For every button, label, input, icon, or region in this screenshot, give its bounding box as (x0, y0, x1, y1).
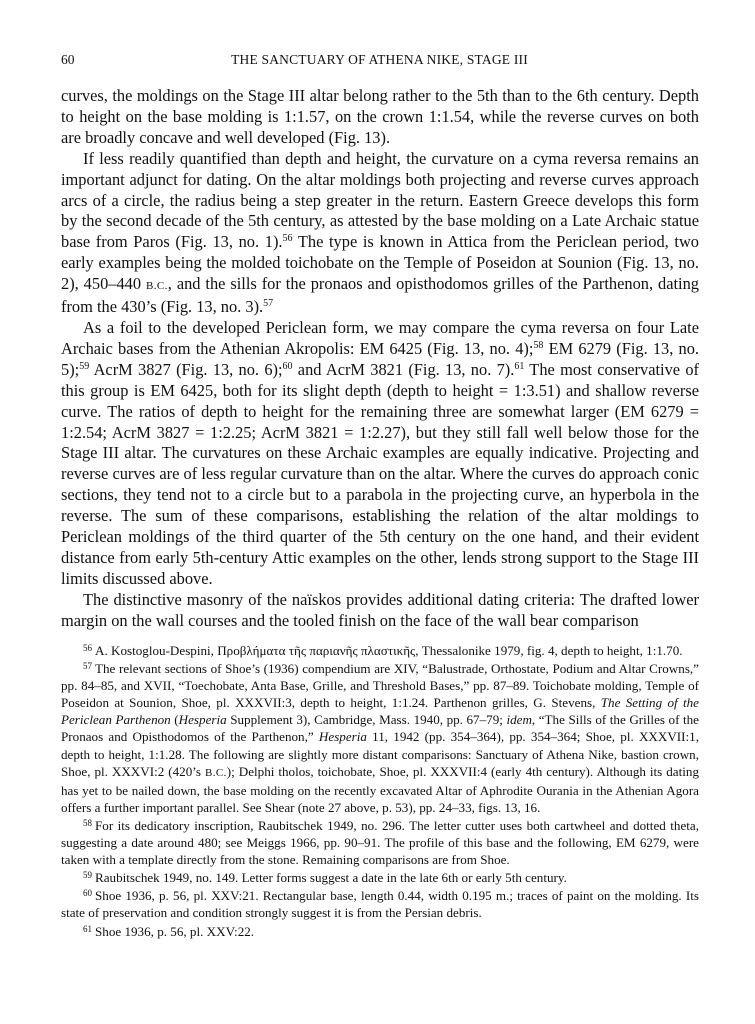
paragraph (61, 149, 699, 318)
footnote-56 (61, 642, 699, 659)
footnote-ref-59[interactable]: 59 (79, 360, 90, 372)
paragraph-text: curves, the moldings on the Stage III altar belong rather to the 5th than to the 6th century. Depth to height on the base molding is 1:1.57, on the crown 1:1.54, while the reverse curves on both are broadly concave and well developed (Fig. 13). (61, 86, 699, 147)
footnote-number: 60 (83, 888, 92, 899)
journal-title: Hesperia (318, 729, 367, 745)
paragraph-text: The most conservative of this group is EM 6425, both for its slight depth (depth to height = 1:3.51) and shallow reverse curve. The ratios of depth to height for the remaining three are somewhat larger (EM 6279 = 1:2.54; AcrM 3827 = 1:2.25; AcrM 3821 = 1:2.27), but they still fall well below those for the Stage III altar. The curvatures on these Archaic examples are equally indicative. Projecting and reverse curves are of less regular curvature than on the altar. Where the curves do approach conic sections, they tend not to a circle but to a parabola in the projecting curve, an hyperbola in the reverse. The sum of these comparisons, establishing the relation of the altar moldings to Periclean moldings of the third quarter of the 5th century on the one hand, and their evident distance from early 5th-century Attic examples on the other, lends strong support to the Stage III limits discussed above. (61, 359, 699, 588)
idem: idem (506, 712, 532, 728)
era-abbrev: B.C. (204, 766, 227, 779)
footnote-ref-58[interactable]: 58 (533, 339, 544, 351)
footnote-text: ); Delphi tholos, toichobate, Shoe, pl. XXXVII:4 (early 4th century). Although its dating has yet to be nailed down, the base molding on the recently excavated Altar of Aphrodite Ourania in the Athenian Agora offers a further important parallel. See Shear (note 27 above, p. 53), pp. 24–33, figs. 13, 16. (61, 763, 699, 815)
footnote-text: Raubitschek 1949, no. 149. Letter forms suggest a date in the late 6th or early 5th century. (95, 870, 567, 886)
page-number: 60 (61, 52, 75, 67)
footnote-text: ( (170, 712, 179, 728)
footnote-number: 61 (83, 923, 92, 934)
paragraph-text: EM 6279 (Fig. 13, no. 5); (61, 338, 699, 379)
footnote-ref-61[interactable]: 61 (514, 360, 525, 372)
paragraph-text: , and the sills for the pronaos and opisthodomos grilles of the Parthenon, dating from the 430’s (Fig. 13, no. 3). (61, 274, 699, 317)
footnote-58 (61, 817, 699, 868)
era-abbrev: B.C. (146, 280, 168, 293)
footnote-text: 11, 1942 (pp. 354–364), pp. 354–364; Shoe, pl. XXXVII:1, depth to height, 1:1.28. The following are slightly more distant comparisons: Sanctuary of Athena Nike, bastion crown, Shoe, pl. XXXVI:2 (420’s (61, 729, 699, 779)
paragraph-text: AcrM 3827 (Fig. 13, no. 6); (89, 359, 283, 379)
paragraph-text: As a foil to the developed Periclean form, we may compare the cyma reversa on four Late Archaic bases from the Athenian Akropolis: EM 6425 (Fig. 13, no. 4); (61, 317, 699, 358)
footnote-text: The relevant sections of Shoe’s (1936) compendium are XIV, “Balustrade, Orthostate, Podium and Altar Crowns,” pp. 84–85, and XVII, “Toechobate, Anta Base, Grille, and Threshold Bases,” pp. 87–89. Toichobate molding, Temple of Poseidon at Sounion, Shoe, pl. XXXVII:3, depth to height, 1:1.24. Parthenon grilles, G. Stevens, (61, 661, 699, 711)
footnote-text: For its dedicatory inscription, Raubitschek 1949, no. 296. The letter cutter uses both cartwheel and dotted theta, suggesting a date around 480; see Meiggs 1966, pp. 90–91. The profile of this base and the following, EM 6279, were taken with a template directly from the stone. Remaining comparisons are from Shoe. (61, 817, 699, 868)
footnote-ref-60[interactable]: 60 (282, 360, 293, 372)
footnote-ref-57[interactable]: 57 (263, 298, 274, 310)
main-text (61, 86, 699, 632)
paragraph-text: The type is known in Attica from the Periclean period, two early examples being the molded toichobate on the Temple of Poseidon at Sounion (Fig. 13, no. 2), 450–440 (61, 232, 699, 294)
paragraph (61, 86, 699, 149)
paragraph-text: The distinctive masonry of the naïskos provides additional dating criteria: The drafted lower margin on the wall courses and the tooled finish on the face of the wall bear comparison (61, 589, 699, 630)
footnote-text: Supplement 3), Cambridge, Mass. 1940, pp. 67–79; (226, 712, 507, 728)
footnote-number: 56 (83, 643, 92, 653)
footnote-text: Shoe 1936, p. 56, pl. XXV:21. Rectangular base, length 0.44, width 0.195 m.; traces of paint on the molding. Its state of preservation and condition strongly suggest it is from the Persian debris. (61, 888, 699, 921)
footnote-number: 57 (83, 661, 92, 672)
paragraph-text: If less readily quantified than depth and height, the curvature on a cyma reversa remains an important adjunct for dating. On the altar moldings both projecting and reverse curves approach arcs of a circle, the radius being a step greater in the return. Eastern Greece develops this form by the second decade of the 5th century, as attested by the base molding on a Late Archaic statue base from Paros (Fig. 13, no. 1). (61, 148, 699, 252)
footnote-text: , “The Sills of the Grilles of the Pronaos and Opisthodomos of the Parthenon,” (61, 712, 699, 745)
footnotes (61, 642, 699, 941)
footnote-61 (61, 923, 699, 940)
footnote-text: A. Kostoglou-Despini, Προβλήματα τῆς παριανῆς πλαστικῆς, Thessalonike 1979, fig. 4, depth to height, 1:1.70. (95, 643, 683, 658)
footnote-number: 58 (83, 817, 92, 828)
paragraph (61, 318, 699, 590)
footnote-57 (61, 660, 699, 816)
footnote-text: Shoe 1936, p. 56, pl. XXV:22. (95, 923, 255, 939)
paragraph (61, 590, 699, 632)
book-title: The Setting of the Periclean Parthenon (61, 695, 699, 728)
footnote-59 (61, 869, 699, 886)
footnote-number: 59 (83, 870, 92, 881)
journal-title: Hesperia (178, 712, 227, 728)
running-header (61, 52, 698, 72)
paragraph-text: and AcrM 3821 (Fig. 13, no. 7). (292, 359, 515, 379)
running-title: THE SANCTUARY OF ATHENA NIKE, STAGE III (231, 52, 528, 67)
footnote-ref-56[interactable]: 56 (282, 233, 293, 245)
footnote-60 (61, 887, 699, 921)
